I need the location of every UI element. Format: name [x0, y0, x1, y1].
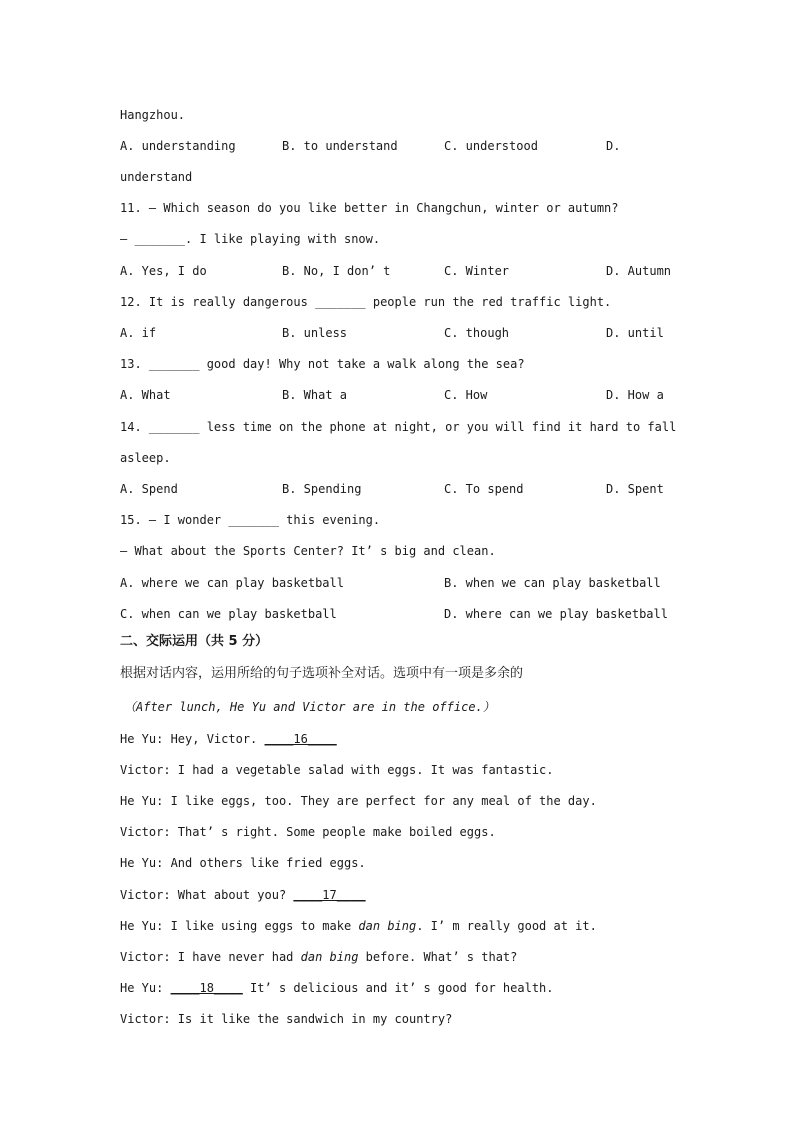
- question-15: 15. — I wonder _______ this evening.: [120, 513, 381, 527]
- q14-option-b: B. Spending: [282, 482, 362, 496]
- dialogue-line-7: [120, 918, 597, 934]
- blank-18: ____18____: [170, 981, 243, 995]
- q15-option-b: B. when we can play basketball: [444, 576, 661, 590]
- q15-option-a: A. where we can play basketball: [120, 576, 344, 590]
- q12-option-a: A. if: [120, 326, 157, 340]
- dialogue-line-1: [120, 731, 337, 747]
- dialogue-line-5: He Yu: And others like fried eggs.: [120, 856, 366, 870]
- q11-option-a: A. Yes, I do: [120, 264, 207, 278]
- dialogue-text: He Yu:: [120, 981, 171, 995]
- q12-option-b: B. unless: [282, 326, 348, 340]
- dialogue-text: He Yu: I like using eggs to make: [120, 919, 359, 933]
- blank-17: ____17____: [293, 888, 366, 902]
- q10-option-d-text: understand: [120, 170, 193, 184]
- question-11-reply: — _______. I like playing with snow.: [120, 232, 381, 246]
- question-14-cont: asleep.: [120, 451, 171, 465]
- q14-option-d: D. Spent: [606, 482, 664, 496]
- q11-option-b: B. No, I don’ t: [282, 264, 391, 278]
- q11-option-d: D. Autumn: [606, 264, 672, 278]
- dialogue-setting: （After lunch, He Yu and Victor are in the office.）: [124, 700, 495, 714]
- q10-option-d: D.: [606, 139, 621, 153]
- dialogue-text: It’ s delicious and it’ s good for health.: [242, 981, 554, 995]
- dialogue-line-6: [120, 887, 366, 903]
- q12-option-d: D. until: [606, 326, 664, 340]
- q14-option-a: A. Spend: [120, 482, 178, 496]
- dialogue-text: Victor: I have never had: [120, 950, 301, 964]
- q14-option-c: C. To spend: [444, 482, 524, 496]
- q13-option-b: B. What a: [282, 388, 348, 402]
- dialogue-line-3: He Yu: I like eggs, too. They are perfect for any meal of the day.: [120, 794, 597, 808]
- dialogue-text: Victor: What about you?: [120, 888, 294, 902]
- q11-option-c: C. Winter: [444, 264, 510, 278]
- section-2-instruction: 根据对话内容，运用所给的句子选项补全对话。选项中有一项是多余的: [120, 666, 524, 681]
- question-11: 11. — Which season do you like better in Changchun, winter or autumn?: [120, 201, 619, 215]
- q10-option-b: B. to understand: [282, 139, 398, 153]
- dialogue-line-8: [120, 949, 517, 965]
- question-12: 12. It is really dangerous _______ people run the red traffic light.: [120, 295, 612, 309]
- q10-option-c: C. understood: [444, 139, 538, 153]
- q15-option-d: D. where can we play basketball: [444, 607, 668, 621]
- question-14: 14. _______ less time on the phone at night, or you will find it hard to fall: [120, 420, 677, 434]
- dialogue-text: . I’ m really good at it.: [416, 919, 597, 933]
- dialogue-text: before. What’ s that?: [358, 950, 518, 964]
- q15-option-c: C. when can we play basketball: [120, 607, 337, 621]
- dialogue-line-9: [120, 980, 554, 996]
- question-13: 13. _______ good day! Why not take a walk along the sea?: [120, 357, 525, 371]
- dan-bing-term: dan bing: [300, 950, 359, 964]
- dialogue-text: He Yu: Hey, Victor.: [120, 732, 265, 746]
- dialogue-line-10: Victor: Is it like the sandwich in my country?: [120, 1012, 453, 1026]
- q12-option-c: C. though: [444, 326, 510, 340]
- dan-bing-term: dan bing: [358, 919, 417, 933]
- blank-16: ____16____: [264, 732, 337, 746]
- section-2-heading: 二、交际运用（共 5 分）: [120, 634, 269, 649]
- dialogue-line-2: Victor: I had a vegetable salad with eggs. It was fantastic.: [120, 763, 554, 777]
- question-15-reply: — What about the Sports Center? It’ s big and clean.: [120, 544, 496, 558]
- q10-option-a: A. understanding: [120, 139, 236, 153]
- question-10-stem-end: Hangzhou.: [120, 108, 186, 122]
- q13-option-d: D. How a: [606, 388, 664, 402]
- dialogue-line-4: Victor: That’ s right. Some people make boiled eggs.: [120, 825, 496, 839]
- q13-option-c: C. How: [444, 388, 488, 402]
- q13-option-a: A. What: [120, 388, 171, 402]
